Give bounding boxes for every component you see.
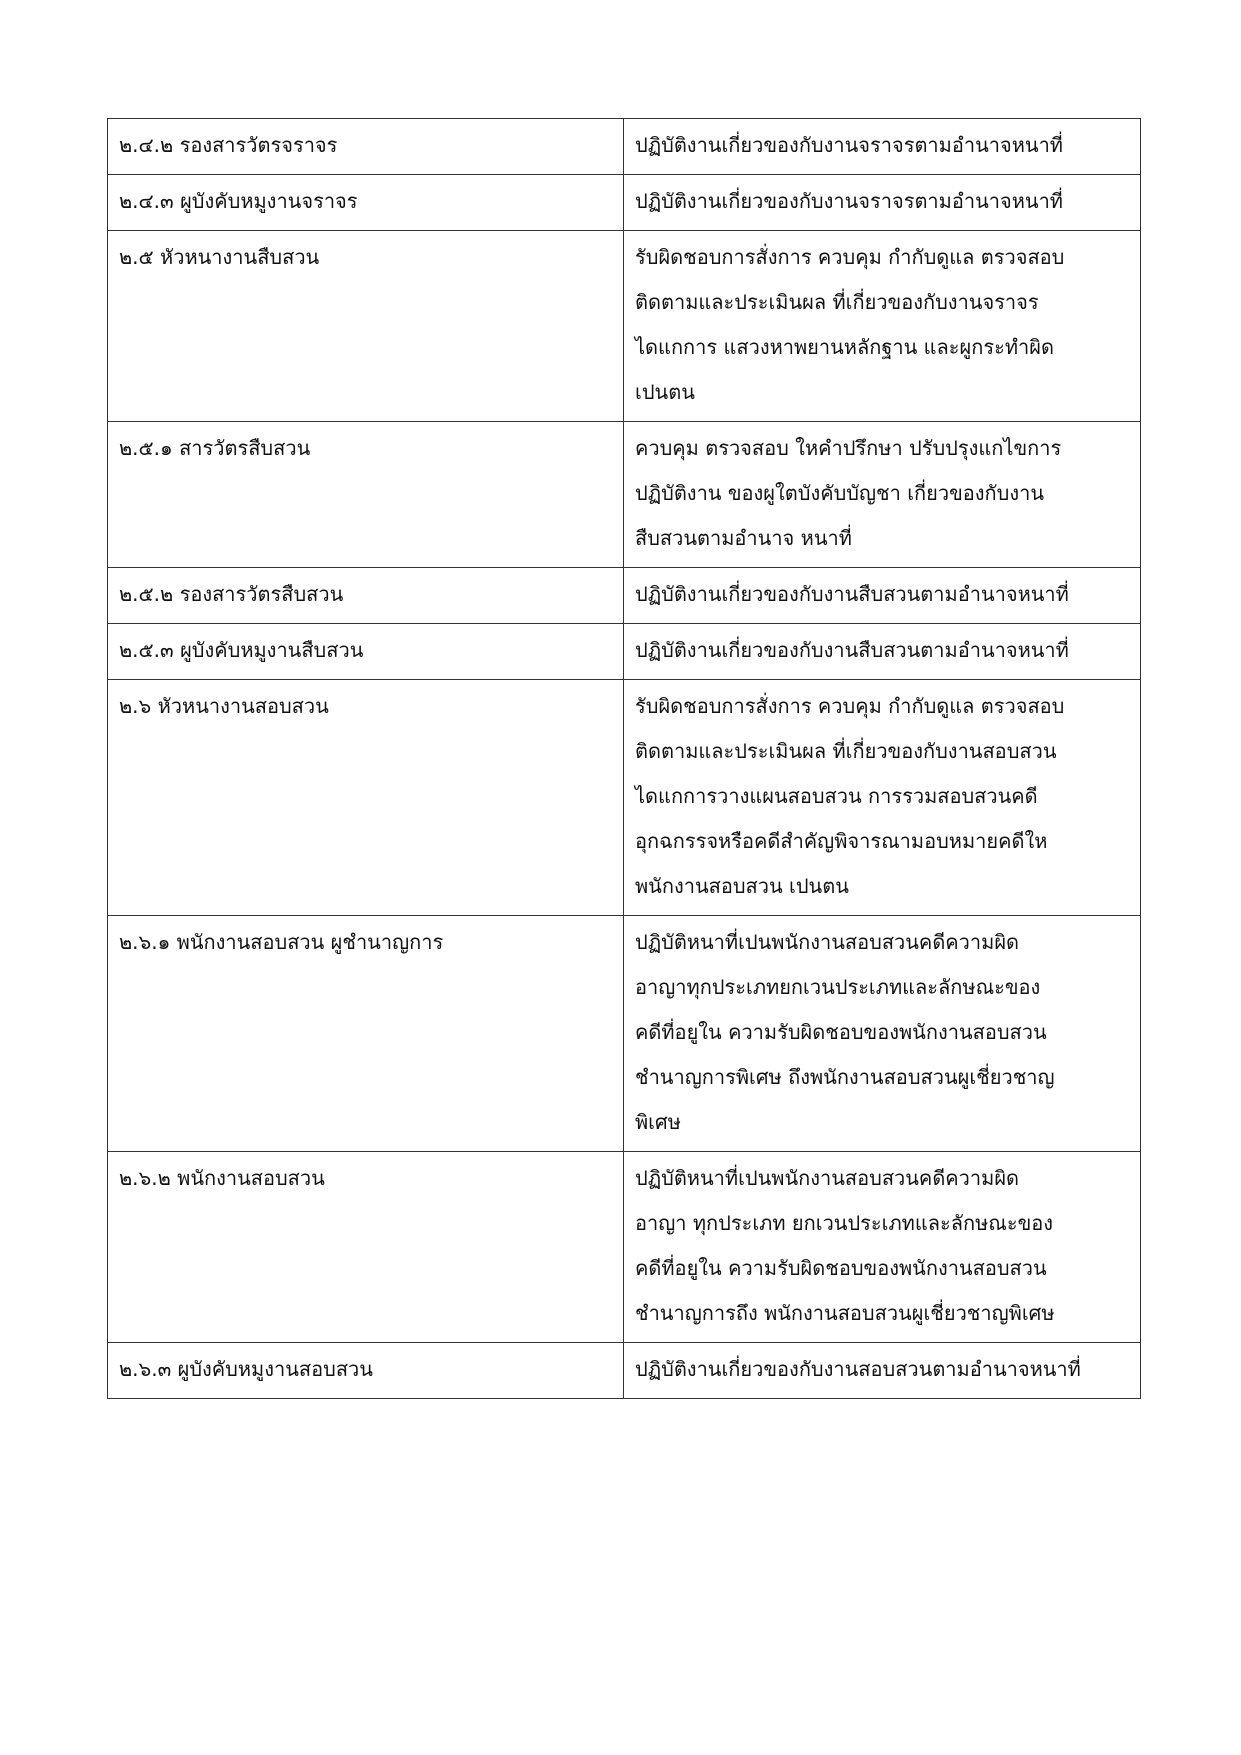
duty-line: รับผิดชอบการสั่งการ ควบคุม กำกับดูแล ตรวจสอบ [635,694,1065,718]
table-row [108,119,1141,175]
table-row [108,1152,1141,1343]
duty-line: เปนตน [635,380,695,404]
duty-line: คดีที่อยูใน ความรับผิดชอบของพนักงานสอบสวน [635,1256,1047,1280]
position-cell [108,231,624,422]
duty-line: พนักงานสอบสวน เปนตน [635,874,849,898]
position-title: ๒.๕.๑ สารวัตรสืบสวน [119,436,311,460]
duty-cell [624,568,1141,624]
position-cell [108,175,624,231]
duty-cell [624,680,1141,916]
table-row [108,422,1141,568]
duty-line: ติดตามและประเมินผล ที่เกี่ยวของกับงานจราจร [635,290,1039,314]
position-title: ๒.๕.๒ รองสารวัตรสืบสวน [119,582,344,606]
duty-line: ปฏิบัติงานเกี่ยวของกับงานจราจรตามอำนาจหนาที่ [635,189,1063,213]
duty-line: ติดตามและประเมินผล ที่เกี่ยวของกับงานสอบสวน [635,739,1057,763]
duty-cell [624,624,1141,680]
duty-line: รับผิดชอบการสั่งการ ควบคุม กำกับดูแล ตรวจสอบ [635,245,1065,269]
duty-line: ชำนาญการพิเศษ ถึงพนักงานสอบสวนผูเชี่ยวชาญ [635,1065,1055,1089]
duty-line: ปฏิบัติหนาที่เปนพนักงานสอบสวนคดีความผิด [635,930,1020,954]
position-title: ๒.๖ หัวหนางานสอบสวน [119,694,329,718]
duty-line: ปฏิบัติหนาที่เปนพนักงานสอบสวนคดีความผิด [635,1166,1020,1190]
duty-cell [624,1152,1141,1343]
duty-cell [624,231,1141,422]
position-cell [108,568,624,624]
position-title: ๒.๕ หัวหนางานสืบสวน [119,245,320,269]
position-cell [108,422,624,568]
position-title: ๒.๖.๓ ผูบังคับหมูงานสอบสวน [119,1357,373,1381]
table-row [108,680,1141,916]
duty-line: ไดแกการวางแผนสอบสวน การรวมสอบสวนคดี [635,784,1038,808]
duty-cell [624,1343,1141,1399]
table-row [108,231,1141,422]
duty-line: คดีที่อยูใน ความรับผิดชอบของพนักงานสอบสวน [635,1020,1047,1044]
position-cell [108,119,624,175]
position-title: ๒.๕.๓ ผูบังคับหมูงานสืบสวน [119,638,364,662]
position-title: ๒.๔.๒ รองสารวัตรจราจร [119,133,338,157]
duty-line: อุกฉกรรจหรือคดีสำคัญพิจารณามอบหมายคดีให [635,829,1048,853]
position-title: ๒.๖.๑ พนักงานสอบสวน ผูชำนาญการ [119,930,444,954]
table-row [108,916,1141,1152]
duty-cell [624,175,1141,231]
table-row [108,624,1141,680]
duty-line: ไดแกการ แสวงหาพยานหลักฐาน และผูกระทำผิด [635,335,1054,359]
duty-cell [624,119,1141,175]
duty-line: ปฏิบัติงานเกี่ยวของกับงานสืบสวนตามอำนาจหนาที่ [635,638,1069,662]
table-row [108,1343,1141,1399]
position-cell [108,1343,624,1399]
position-title: ๒.๔.๓ ผูบังคับหมูงานจราจร [119,189,358,213]
position-cell [108,916,624,1152]
position-cell [108,1152,624,1343]
duty-line: สืบสวนตามอำนาจ หนาที่ [635,526,852,550]
duty-line: ชำนาญการถึง พนักงานสอบสวนผูเชี่ยวชาญพิเศษ [635,1301,1055,1325]
duty-line: ควบคุม ตรวจสอบ ใหคำปรึกษา ปรับปรุงแกไขการ [635,436,1062,460]
duty-line: อาญาทุกประเภทยกเวนประเภทและลักษณะของ [635,975,1041,999]
duty-line: ปฏิบัติงานเกี่ยวของกับงานสืบสวนตามอำนาจหนาที่ [635,582,1069,606]
duty-line: ปฏิบัติงานเกี่ยวของกับงานสอบสวนตามอำนาจหนาที่ [635,1357,1081,1381]
duty-cell [624,422,1141,568]
duties-table [107,118,1141,1399]
table-row [108,568,1141,624]
position-cell [108,624,624,680]
duty-line: อาญา ทุกประเภท ยกเวนประเภทและลักษณะของ [635,1211,1054,1235]
position-title: ๒.๖.๒ พนักงานสอบสวน [119,1166,325,1190]
duty-line: ปฏิบัติงานเกี่ยวของกับงานจราจรตามอำนาจหนาที่ [635,133,1063,157]
duty-cell [624,916,1141,1152]
position-cell [108,680,624,916]
duty-line: พิเศษ [635,1110,681,1134]
table-row [108,175,1141,231]
duty-line: ปฏิบัติงาน ของผูใตบังคับบัญชา เกี่ยวของกับงาน [635,481,1045,505]
duties-table-body [108,119,1141,1399]
